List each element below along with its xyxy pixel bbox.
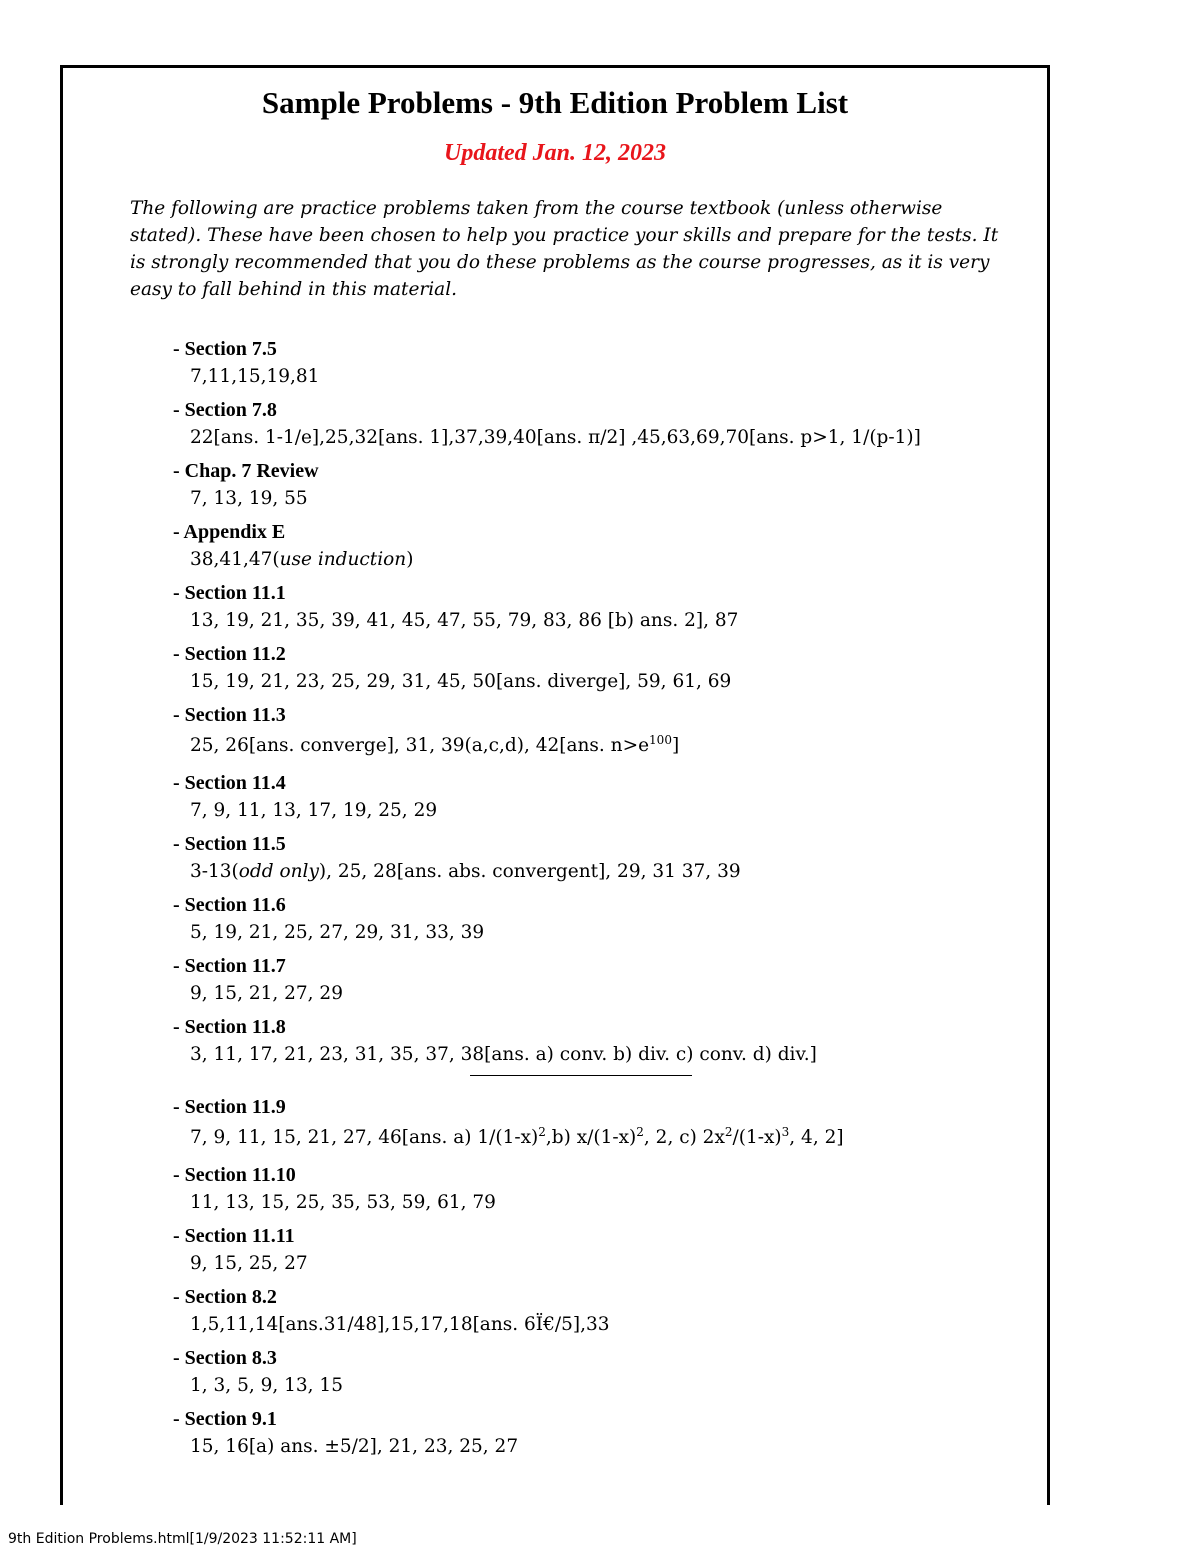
section-heading: - Section 11.6 <box>173 894 286 916</box>
section-problems: 3, 11, 17, 21, 23, 31, 35, 37, 38[ans. a) conv. b) div. c) conv. d) div.] <box>190 1044 817 1065</box>
section-heading: - Section 7.5 <box>173 338 277 360</box>
section-list <box>173 336 1033 1467</box>
page-frame <box>60 65 1050 1505</box>
section-heading: - Section 8.3 <box>173 1347 277 1369</box>
section-heading: - Appendix E <box>173 521 286 543</box>
section-problems: 15, 19, 21, 23, 25, 29, 31, 45, 50[ans. diverge], 59, 61, 69 <box>190 671 732 692</box>
superscript: 2 <box>538 1125 546 1139</box>
section-problems: 9, 15, 21, 27, 29 <box>190 983 343 1004</box>
page-footer: 9th Edition Problems.html[1/9/2023 11:52:11 AM] <box>8 1531 357 1547</box>
section-problems: 38,41,47(use induction) <box>190 549 414 570</box>
section-problems: 15, 16[a) ans. ±5/2], 21, 23, 25, 27 <box>190 1436 519 1457</box>
section-heading: - Section 11.4 <box>173 772 286 794</box>
section-heading: - Section 11.2 <box>173 643 286 665</box>
section-problems: 22[ans. 1-1/e],25,32[ans. 1],37,39,40[ans. π/2] ,45,63,69,70[ans. p>1, 1/(p-1)] <box>190 427 921 448</box>
list-item <box>173 580 1033 634</box>
section-heading: - Section 8.2 <box>173 1286 277 1308</box>
section-heading: - Section 7.8 <box>173 399 277 421</box>
list-item <box>173 1094 1033 1155</box>
list-item <box>173 1014 1033 1068</box>
list-item <box>173 1162 1033 1216</box>
section-heading: - Section 11.7 <box>173 955 286 977</box>
superscript: 100 <box>649 733 672 747</box>
section-problems: 7,11,15,19,81 <box>190 366 320 387</box>
section-heading: - Section 9.1 <box>173 1408 277 1430</box>
list-item <box>173 831 1033 885</box>
problems-note: use induction <box>279 549 407 570</box>
section-problems: 5, 19, 21, 25, 27, 29, 31, 33, 39 <box>190 922 485 943</box>
intro-paragraph: The following are practice problems taken from the course textbook (unless otherwise stated). These have been chosen to help you practice your skills and prepare for the tests. It is strongly recommended that you do these problems as the course progresses, as it is very easy to fall behind in this material. <box>130 198 999 300</box>
list-item <box>173 1223 1033 1277</box>
section-problems: 7, 9, 11, 13, 17, 19, 25, 29 <box>190 800 438 821</box>
superscript: 3 <box>781 1125 790 1139</box>
superscript: 2 <box>724 1125 733 1139</box>
list-item <box>173 519 1033 573</box>
section-heading: - Section 11.5 <box>173 833 286 855</box>
section-heading: - Chap. 7 Review <box>173 460 319 482</box>
page-title: Sample Problems - 9th Edition Problem List <box>261 85 849 120</box>
list-item <box>173 702 1033 763</box>
list-item <box>173 953 1033 1007</box>
section-problems: 7, 9, 11, 15, 21, 27, 46[ans. a) $1/(1-x)^2,b$) $x/(1-x)^2$, 2, c) $2x^2/(1-x)^3$, 4, 2] <box>190 1125 844 1148</box>
section-heading: - Section 11.10 <box>173 1164 296 1186</box>
section-heading: - Section 11.3 <box>173 704 286 726</box>
updated-date: Updated Jan. 12, 2023 <box>444 140 666 166</box>
list-item <box>173 892 1033 946</box>
section-problems: 11, 13, 15, 25, 35, 53, 59, 61, 79 <box>190 1192 496 1213</box>
list-item <box>173 1406 1033 1460</box>
section-heading: - Section 11.9 <box>173 1096 286 1118</box>
divider <box>470 1075 692 1076</box>
list-item <box>173 458 1033 512</box>
list-item <box>173 770 1033 824</box>
section-problems: 9, 15, 25, 27 <box>190 1253 308 1274</box>
section-heading: - Section 11.11 <box>173 1225 295 1247</box>
list-item <box>173 1284 1033 1338</box>
list-item <box>173 397 1033 451</box>
section-problems: 13, 19, 21, 35, 39, 41, 45, 47, 55, 79, 83, 86 [b) ans. 2], 87 <box>190 610 739 631</box>
superscript: 2 <box>636 1125 644 1139</box>
list-item <box>173 641 1033 695</box>
list-item <box>173 1345 1033 1399</box>
problems-note: odd only <box>238 861 319 882</box>
section-problems: 25, 26[ans. converge], 31, 39(a,c,d), 42[ans. $n>e^{100}$] <box>190 733 680 756</box>
section-problems: 3-13(odd only), 25, 28[ans. abs. convergent], 29, 31 37, 39 <box>190 861 741 882</box>
list-item <box>173 336 1033 390</box>
section-problems: 1, 3, 5, 9, 13, 15 <box>190 1375 343 1396</box>
section-heading: - Section 11.8 <box>173 1016 286 1038</box>
section-heading: - Section 11.1 <box>173 582 286 604</box>
section-problems: 1,5,11,14[ans.31/48],15,17,18[ans. 6Ï€/5],33 <box>190 1314 610 1335</box>
section-problems: 7, 13, 19, 55 <box>190 488 308 509</box>
